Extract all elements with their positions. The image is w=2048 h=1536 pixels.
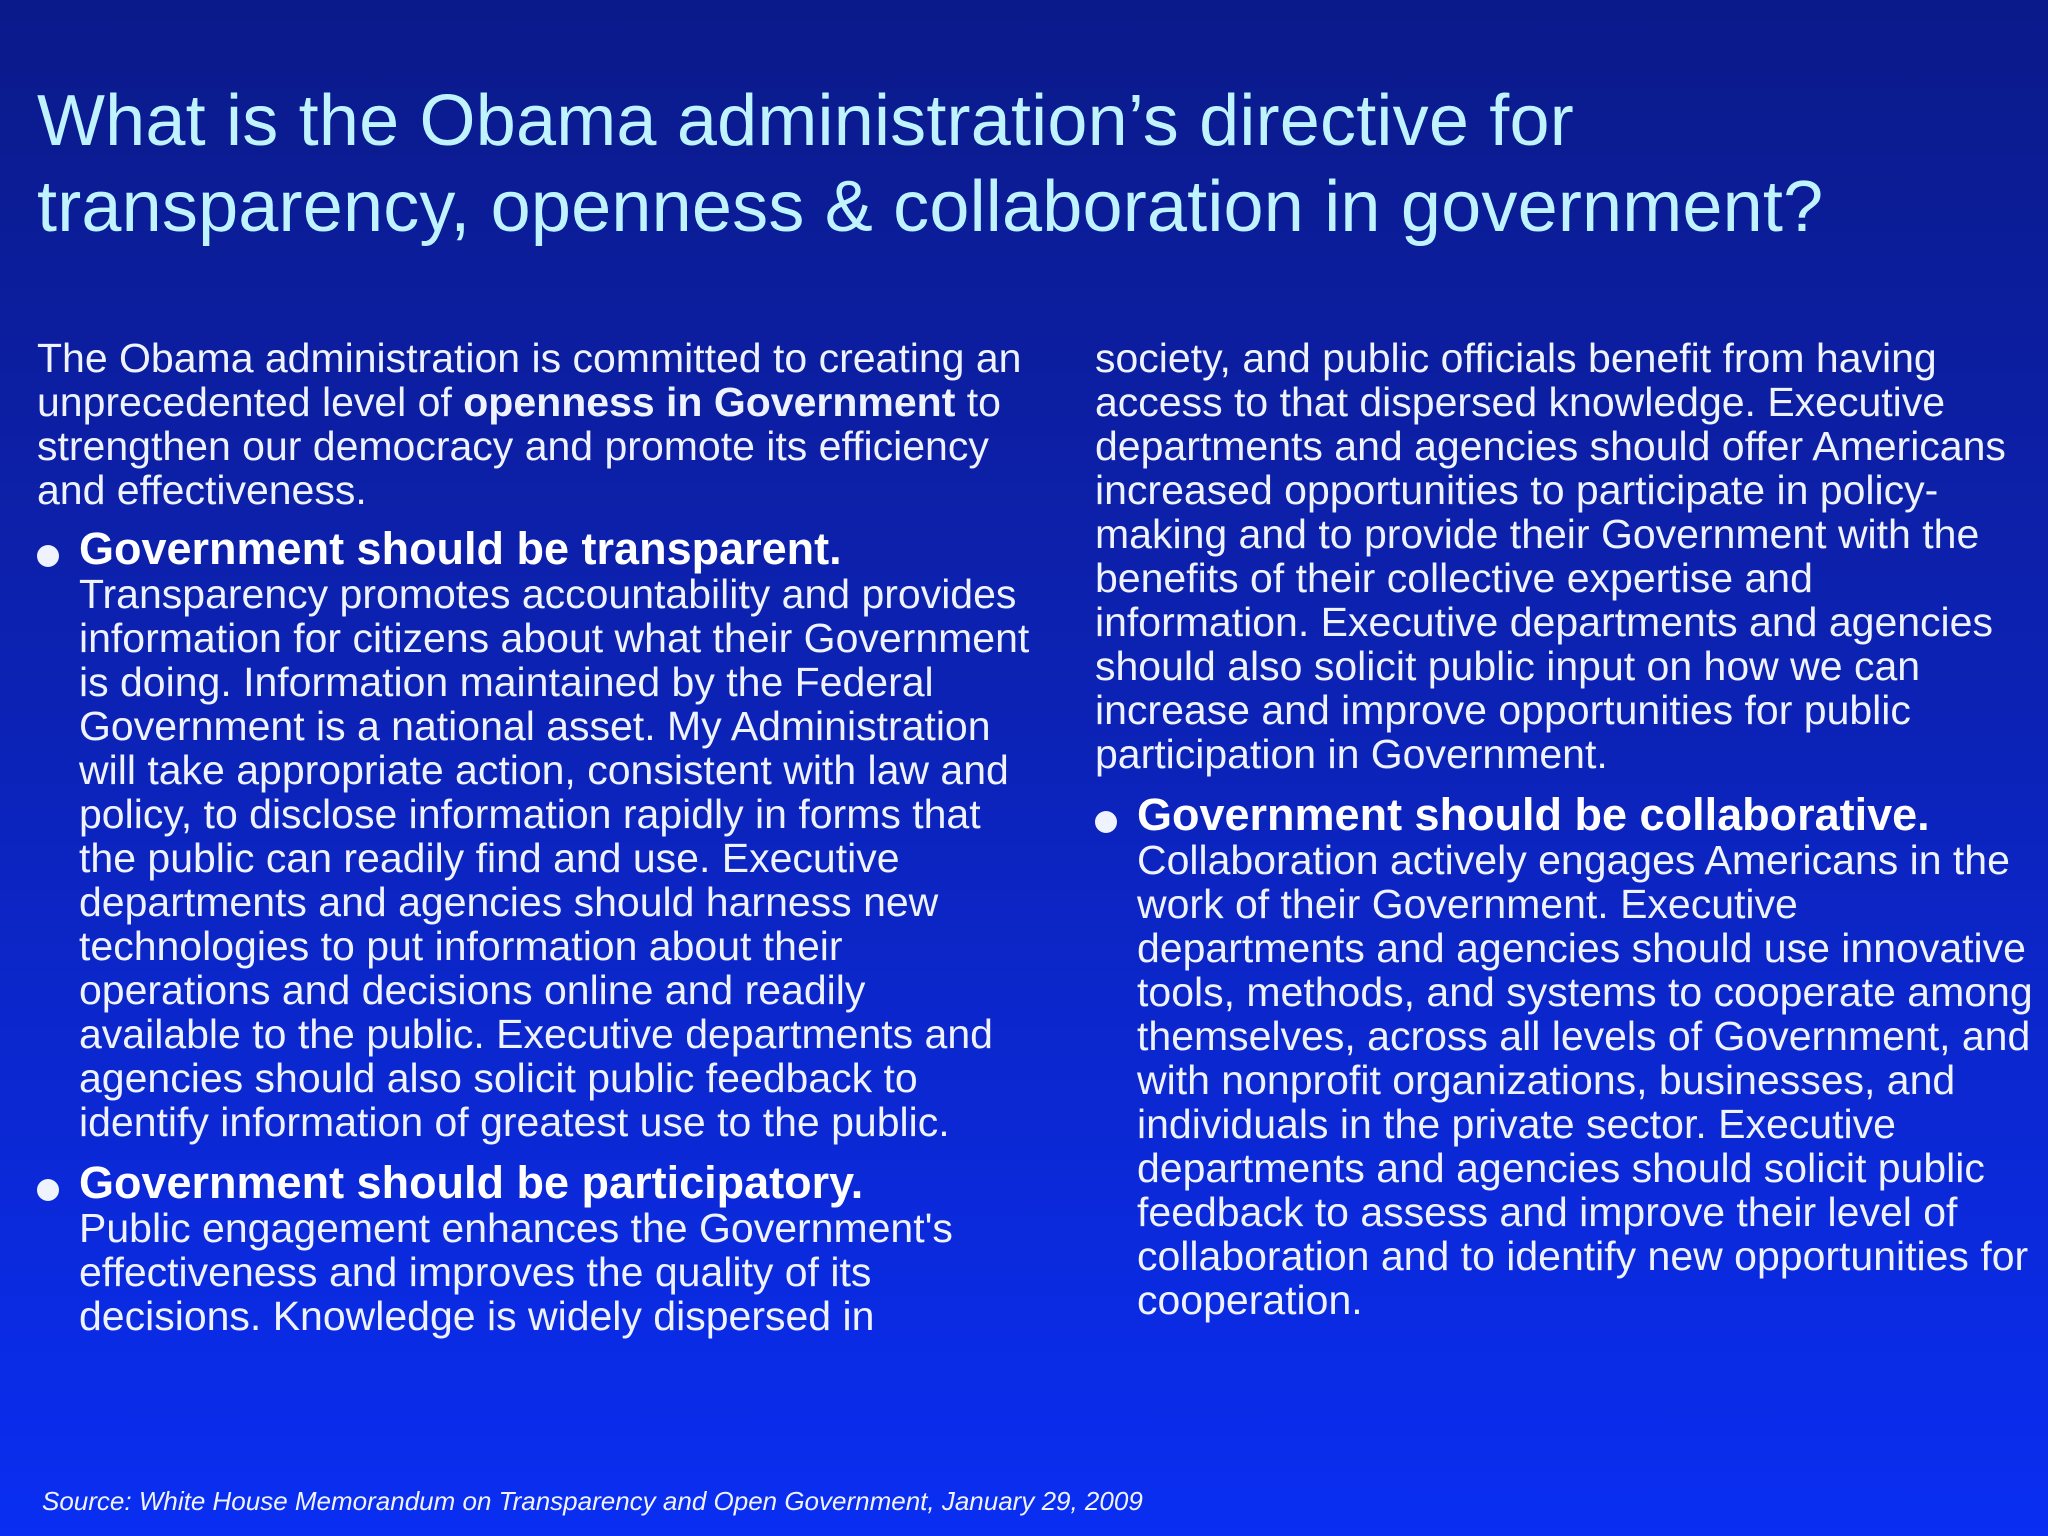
intro-text-end: to strengthen our democracy and promote its efficiency and effectiveness. <box>37 379 1001 513</box>
bullet-dot-icon <box>1095 811 1117 833</box>
intro-text-start: The Obama administration is committed to creating an unprecedented level of <box>37 335 1022 425</box>
bullet-text: Public engagement enhances the Government's effectiveness and improves the quality of its decisions. Knowledge is widely dispersed in <box>79 1205 953 1339</box>
bullet-text-continued: society, and public officials benefit from having access to that dispersed knowledge. Executive departments and agencies should offer Americans increased opportunities to participate in policy-making and to provide their Government with the benefits of their collective expertise and information. Executive departments and agencies should also solicit public input on how we can increase and improve opportunities for public participation in Government. <box>1095 335 2006 777</box>
slide-title: What is the Obama administration’s directive for transparency, openness & collaboration in government? <box>37 81 1824 247</box>
intro-paragraph <box>37 336 1037 512</box>
left-column <box>37 336 1037 1338</box>
bullet-transparent <box>37 523 1037 1145</box>
source-citation: Source: White House Memorandum on Transparency and Open Government, January 29, 2009 <box>42 1486 1143 1516</box>
bullet-text: Transparency promotes accountability and provides information for citizens about what their Government is doing. Information maintained by the Federal Government is a national asset. My Administration will take appropriate action, consistent with law and policy, to disclose information rapidly in forms that the public can readily find and use. Executive departments and agencies should harness new technologies to put information about their operations and decisions online and readily available to the public. Executive departments and agencies should also solicit public feedback to identify information of greatest use to the public. <box>79 571 1030 1145</box>
bullet-dot-icon <box>37 1179 59 1201</box>
bullet-participatory <box>37 1157 1037 1339</box>
bullet-heading: Government should be transparent. <box>79 523 842 574</box>
bullet-dot-icon <box>37 545 59 567</box>
bullet-text: Collaboration actively engages Americans in the work of their Government. Executive departments and agencies should use innovative tools, methods, and systems to cooperate among themselves, across all levels of Government, and with nonprofit organizations, businesses, and individuals in the private sector. Executive departments and agencies should solicit public feedback to assess and improve their level of collaboration and to identify new opportunities for cooperation. <box>1137 837 2033 1323</box>
intro-emphasis: openness in Government <box>463 379 956 425</box>
bullet-heading: Government should be participatory. <box>79 1157 864 1208</box>
bullet-collaborative <box>1095 789 2035 1323</box>
right-column <box>1095 336 2035 1322</box>
bullet-heading: Government should be collaborative. <box>1137 789 1930 840</box>
